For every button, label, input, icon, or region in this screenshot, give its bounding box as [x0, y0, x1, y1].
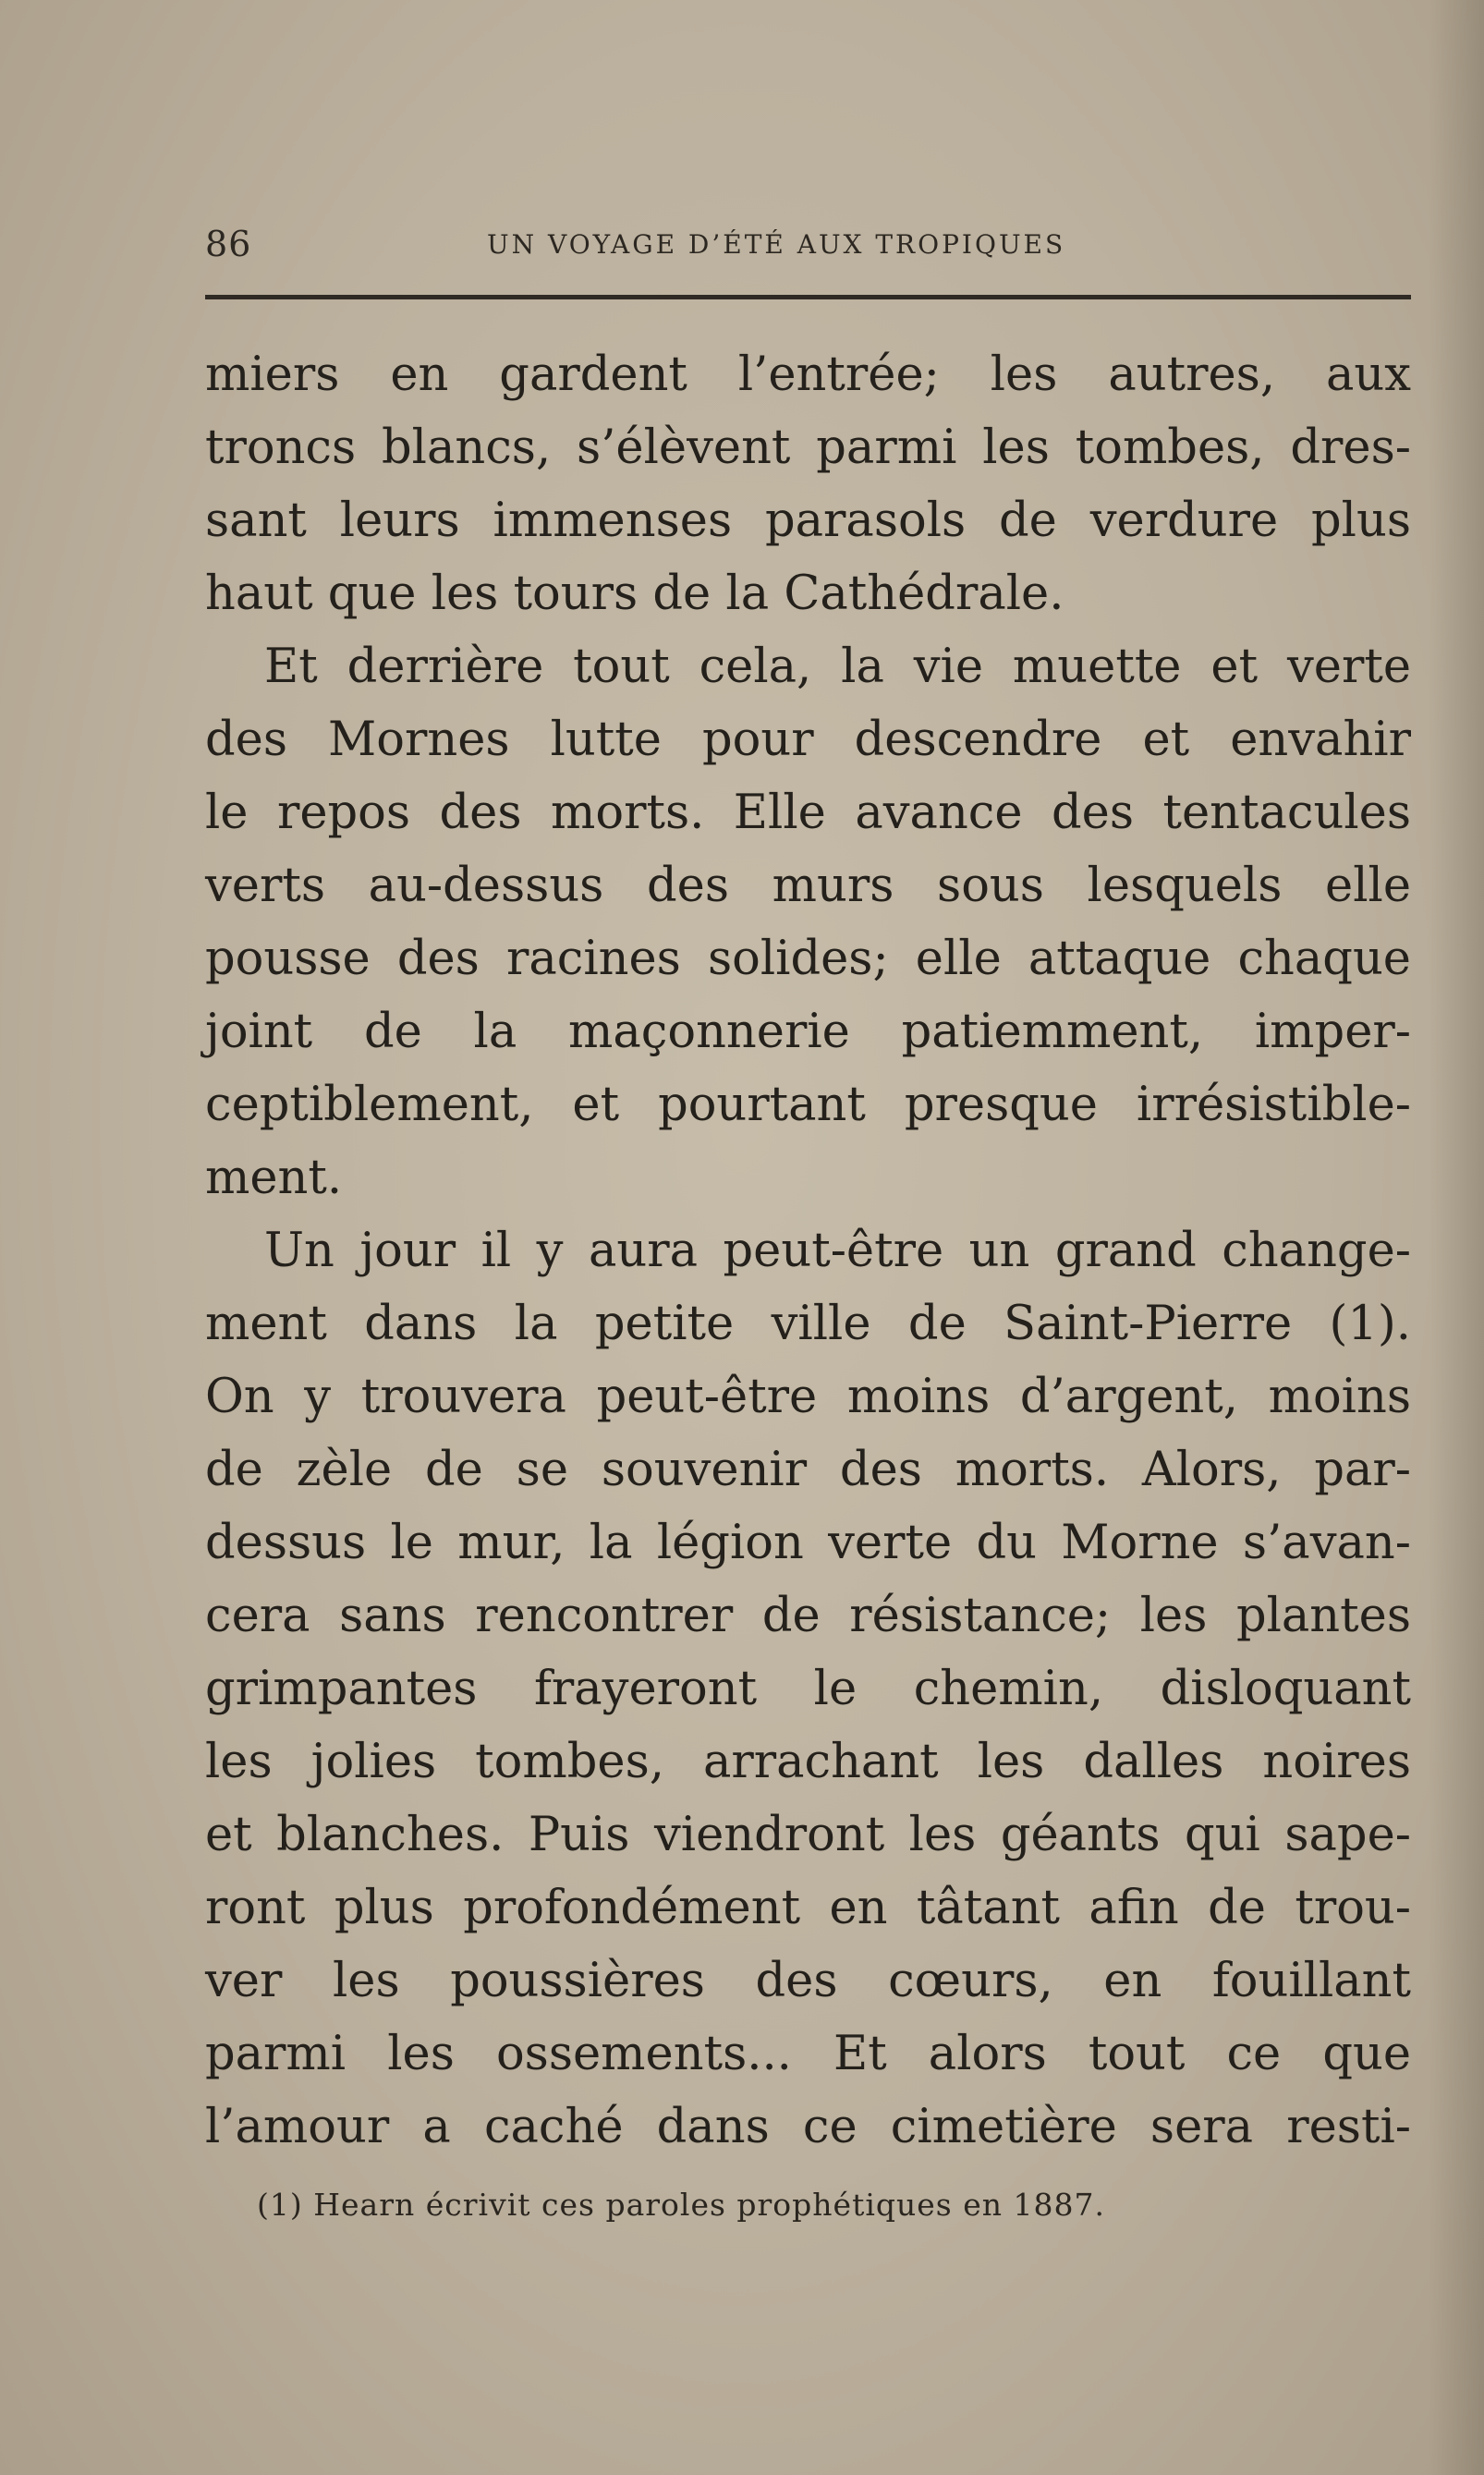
text-line: ment. [205, 1151, 343, 1205]
text-line: cera sans rencontrer de résistance; les plantes [205, 1589, 1411, 1643]
text-line: ceptiblement, et pourtant presque irrésistible- [205, 1078, 1411, 1132]
text-line: l’amour a caché dans ce cimetière sera resti- [205, 2100, 1411, 2154]
text-line: On y trouvera peut-être moins d’argent, moins [205, 1370, 1411, 1424]
text-line: des Mornes lutte pour descendre et envahir [205, 713, 1411, 767]
footnote: (1) Hearn écrivit ces paroles prophétiques en 1887. [257, 2187, 1105, 2223]
page-edge-shadow [1429, 0, 1484, 2475]
text-line: verts au-dessus des murs sous lesquels elle [205, 859, 1411, 913]
page-number: 86 [205, 224, 252, 264]
text-line: ront plus profondément en tâtant afin de trou- [205, 1881, 1411, 1935]
text-line: joint de la maçonnerie patiemment, imper- [205, 1005, 1411, 1059]
text-line: sant leurs immenses parasols de verdure plus [205, 494, 1411, 548]
running-title: UN VOYAGE D’ÉTÉ AUX TROPIQUES [487, 229, 1066, 260]
text-line: miers en gardent l’entrée; les autres, aux [205, 347, 1411, 402]
text-line: haut que les tours de la Cathédrale. [205, 567, 1064, 621]
text-line: et blanches. Puis viendront les géants qui sape- [205, 1808, 1411, 1862]
text-line: pousse des racines solides; elle attaque chaque [205, 932, 1411, 986]
header-rule [205, 295, 1411, 299]
page-header [205, 224, 1411, 264]
text-line: Un jour il y aura peut-être un grand change- [264, 1224, 1411, 1278]
text-line: troncs blancs, s’élèvent parmi les tombes, dres- [205, 421, 1411, 475]
text-line: ment dans la petite ville de Saint-Pierre (1). [205, 1297, 1411, 1351]
text-line: de zèle de se souvenir des morts. Alors, par- [205, 1443, 1411, 1497]
text-line: ver les poussières des cœurs, en fouillant [205, 1954, 1411, 2008]
text-line: Et derrière tout cela, la vie muette et verte [264, 640, 1411, 694]
text-line: le repos des morts. Elle avance des tentacules [205, 786, 1411, 840]
text-line: les jolies tombes, arrachant les dalles noires [205, 1735, 1411, 1789]
text-line: parmi les ossements... Et alors tout ce que [205, 2027, 1411, 2081]
body-text [205, 338, 1411, 2164]
text-line: grimpantes frayeront le chemin, disloquant [205, 1662, 1411, 1716]
text-line: dessus le mur, la légion verte du Morne s’avan- [205, 1516, 1411, 1570]
